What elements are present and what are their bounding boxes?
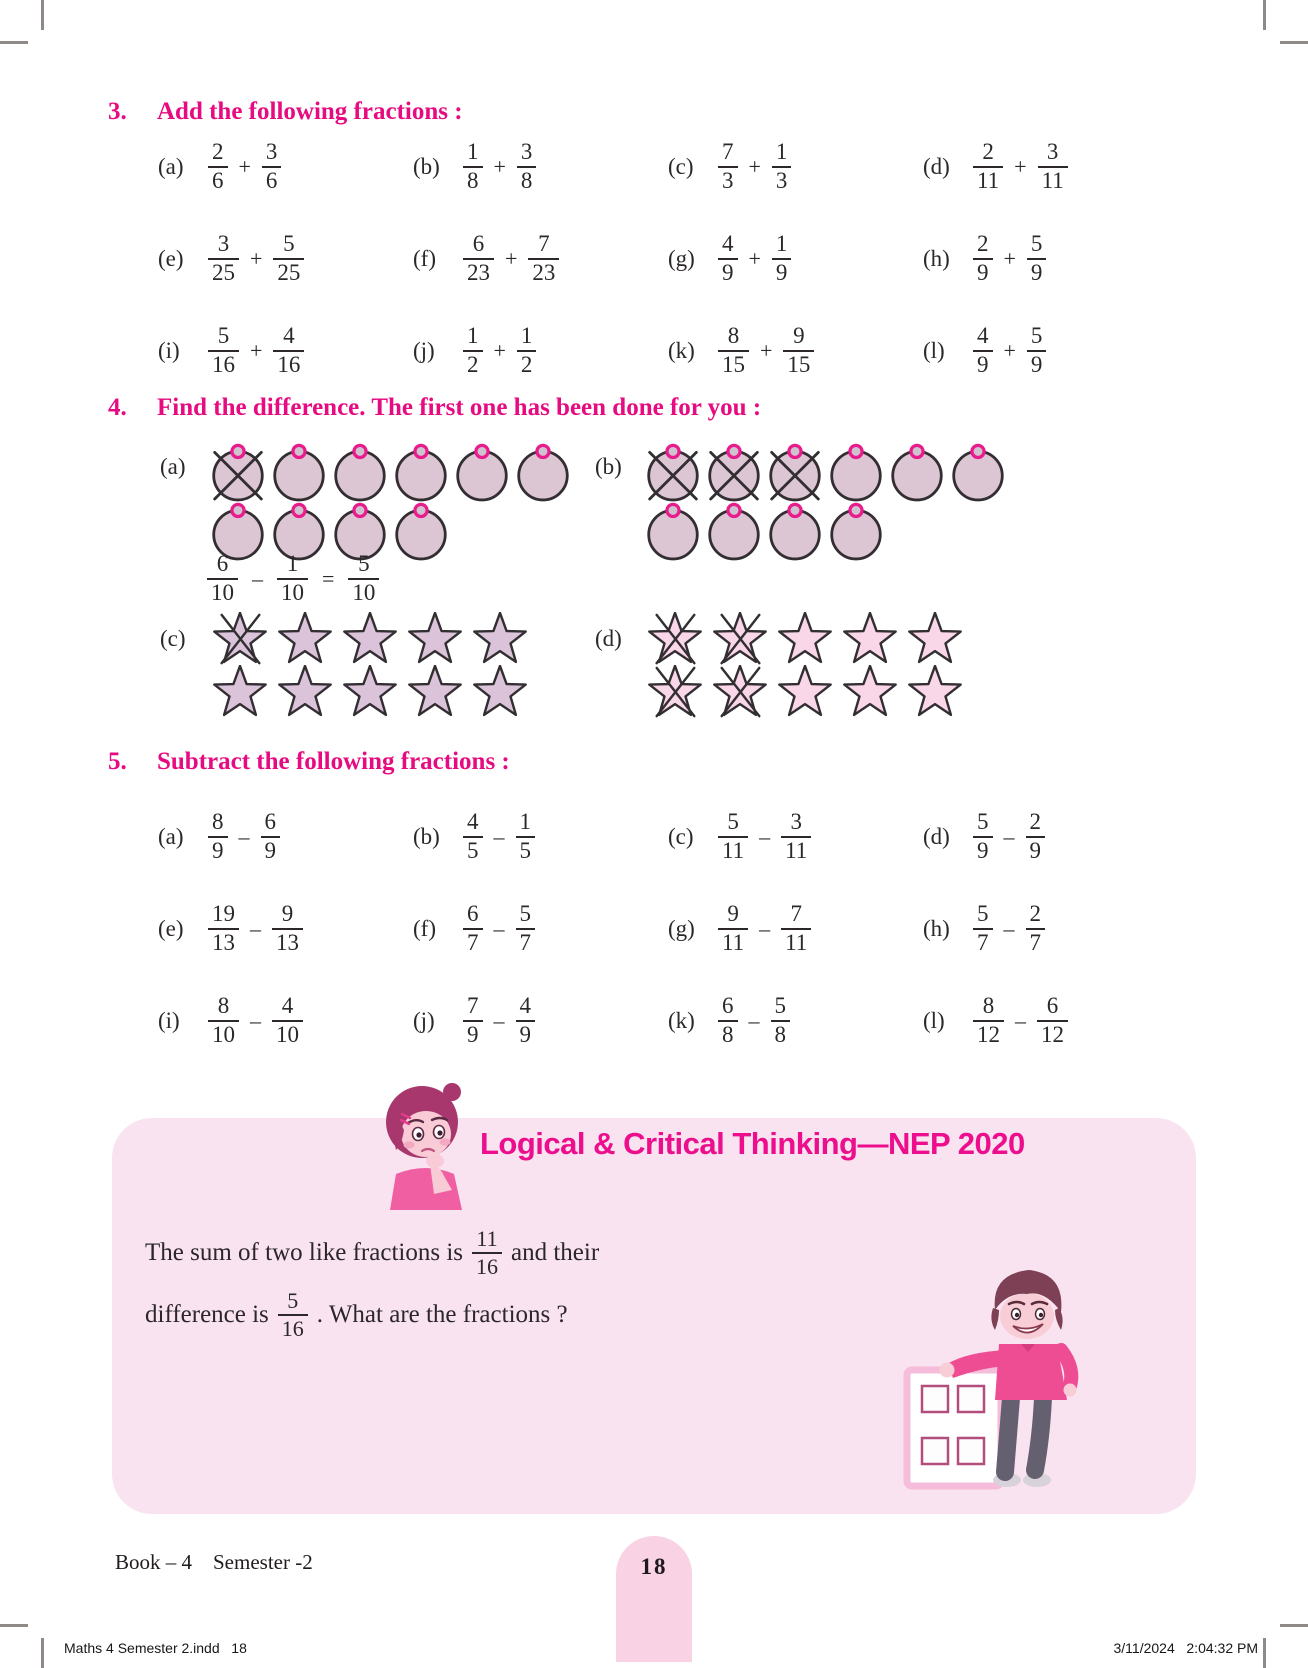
item-label: (a) (158, 824, 184, 849)
item-label: (l) (923, 338, 945, 363)
fraction-exercise-item (158, 320, 413, 382)
item-label: (d) (923, 154, 950, 179)
operator: + (250, 338, 263, 363)
operator: – (250, 1008, 261, 1033)
fraction-second: $\frac{2}{9}$ (1026, 810, 1046, 864)
fraction-second: $\frac{1}{3}$ (772, 140, 792, 194)
fraction-first: $\frac{5}{7}$ (973, 902, 993, 956)
q4-item-c (160, 612, 530, 721)
fraction-second: $\frac{4}{9}$ (516, 994, 536, 1048)
operator: + (238, 154, 251, 179)
operator: – (748, 1008, 760, 1033)
item-label: (h) (923, 916, 950, 941)
circle-shape (767, 499, 823, 561)
fraction-first: $\frac{1}{2}$ (463, 324, 483, 378)
shape-row (210, 665, 530, 721)
fraction-second: $\frac{9}{13}$ (272, 902, 303, 956)
item-label: (g) (668, 916, 695, 941)
fraction-first: $\frac{6}{7}$ (463, 902, 483, 956)
problem-text: difference is (145, 1301, 269, 1328)
footer-book-label: Book – 4 Semester -2 (115, 1550, 313, 1574)
fraction-second: $\frac{9}{15}$ (783, 324, 814, 378)
print-mark-timestamp: 3/11/2024 2:04:32 PM (1113, 1640, 1258, 1656)
star-shape (405, 665, 465, 721)
circle-group (210, 440, 571, 561)
circle-shape (454, 440, 510, 502)
fraction-first: $\frac{7}{9}$ (463, 994, 483, 1048)
girl-thinking-illustration (372, 1078, 476, 1216)
star-shape (275, 665, 335, 721)
item-label: (h) (923, 246, 950, 271)
star-shape (470, 665, 530, 721)
fraction-exercise-item (668, 806, 923, 868)
item-label: (l) (923, 1008, 945, 1033)
circle-group (645, 440, 1006, 561)
fraction-exercise-item (668, 320, 923, 382)
fraction-first: $\frac{5}{9}$ (973, 810, 993, 864)
fraction-exercise-item (158, 990, 413, 1052)
shape-row (210, 612, 530, 668)
star-shape (405, 612, 465, 668)
question-4-heading (108, 394, 761, 422)
fraction-exercise-item (668, 136, 923, 198)
fraction-exercise-item (923, 806, 1178, 868)
fraction-first: $\frac{6}{8}$ (718, 994, 738, 1048)
item-label: (j) (413, 1008, 435, 1033)
fraction-second: $\frac{2}{7}$ (1026, 902, 1046, 956)
crop-mark (1263, 1638, 1266, 1668)
circle-shape (645, 499, 701, 561)
fraction-exercise-item (668, 898, 923, 960)
fraction-exercise-item (413, 898, 668, 960)
fraction-second: $\frac{4}{16}$ (273, 324, 304, 378)
fraction-exercise-item (413, 990, 668, 1052)
problem-text: The sum of two like fractions is (145, 1239, 463, 1266)
fraction-second: $\frac{3}{8}$ (517, 140, 537, 194)
crossed-star-shape (645, 612, 705, 668)
minus-operator: – (252, 565, 263, 591)
crop-mark (1280, 41, 1308, 44)
operator: – (759, 824, 771, 849)
page-number: 18 (640, 1554, 668, 1579)
q4-item-a (160, 440, 571, 561)
item-label: (f) (413, 246, 436, 271)
crossed-star-shape (645, 665, 705, 721)
fraction-second: $\frac{1}{9}$ (772, 232, 792, 286)
crossed-circle-shape (767, 440, 823, 502)
circle-shape (271, 440, 327, 502)
question-title: Subtract the following fractions : (157, 748, 510, 775)
thinking-box-problem (145, 1222, 599, 1346)
star-shape (470, 612, 530, 668)
fraction-second: $\frac{3}{11}$ (1038, 140, 1068, 194)
fraction-exercise-item (923, 990, 1178, 1052)
operator: + (1003, 246, 1016, 271)
fraction-second: $\frac{1}{2}$ (517, 324, 537, 378)
crop-mark (0, 41, 28, 44)
operator: – (493, 824, 505, 849)
crossed-star-shape (710, 665, 770, 721)
fraction-first: $\frac{19}{13}$ (208, 902, 239, 956)
fraction-first: $\frac{8}{10}$ (208, 994, 239, 1048)
item-label: (c) (668, 154, 694, 179)
item-label: (d) (595, 626, 622, 651)
crop-mark (41, 0, 44, 30)
shape-row (645, 440, 1006, 502)
crossed-star-shape (210, 612, 270, 668)
fraction-subtrahend: $\frac{1}{10}$ (277, 552, 308, 606)
star-shape (775, 665, 835, 721)
fraction-exercise-item (668, 990, 923, 1052)
boy-with-whiteboard-illustration (895, 1258, 1095, 1494)
star-shape (840, 612, 900, 668)
fraction-first: $\frac{2}{6}$ (208, 140, 228, 194)
fraction-first: $\frac{5}{16}$ (208, 324, 239, 378)
fraction-second: $\frac{5}{8}$ (771, 994, 791, 1048)
circle-shape (889, 440, 945, 502)
page-number-tab (616, 1536, 692, 1662)
circle-shape (393, 440, 449, 502)
crossed-circle-shape (645, 440, 701, 502)
item-label: (d) (923, 824, 950, 849)
item-label: (f) (413, 916, 436, 941)
shape-row (645, 499, 1006, 561)
item-label: (b) (595, 454, 622, 479)
item-label: (g) (668, 246, 695, 271)
operator: – (1003, 916, 1015, 941)
fraction-minuend: $\frac{6}{10}$ (207, 552, 238, 606)
operator: + (493, 338, 506, 363)
operator: + (760, 338, 773, 363)
circle-shape (332, 440, 388, 502)
operator: + (1003, 338, 1016, 363)
fraction-exercise-item (158, 898, 413, 960)
item-label: (k) (668, 338, 695, 363)
item-label: (c) (668, 824, 694, 849)
question-number: 4. (108, 394, 127, 421)
fraction-exercise-item (158, 228, 413, 290)
fraction-first: $\frac{8}{15}$ (718, 324, 749, 378)
fraction-result: $\frac{5}{10}$ (348, 552, 379, 606)
crossed-star-shape (710, 612, 770, 668)
star-group (645, 612, 965, 721)
fraction-first: $\frac{1}{8}$ (463, 140, 483, 194)
operator: – (1015, 1008, 1026, 1033)
question-title: Add the following fractions : (157, 98, 463, 125)
question-number: 5. (108, 748, 127, 775)
fraction-second: $\frac{7}{23}$ (528, 232, 559, 286)
fraction-exercise-item (668, 228, 923, 290)
item-label: (e) (158, 246, 184, 271)
fraction-first: $\frac{6}{23}$ (463, 232, 494, 286)
fraction-exercise-item (158, 136, 413, 198)
star-shape (275, 612, 335, 668)
fraction-exercise-item (923, 898, 1178, 960)
fraction-second: $\frac{3}{6}$ (262, 140, 282, 194)
fraction-exercise-item (413, 136, 668, 198)
fraction-first: $\frac{2}{11}$ (973, 140, 1003, 194)
crossed-circle-shape (210, 440, 266, 502)
operator: – (759, 916, 771, 941)
fraction-first: $\frac{8}{9}$ (208, 810, 228, 864)
operator: – (250, 916, 261, 941)
fraction-second: $\frac{4}{10}$ (272, 994, 303, 1048)
operator: + (748, 154, 761, 179)
circle-shape (515, 440, 571, 502)
question-title: Find the difference. The first one has been done for you : (157, 394, 762, 421)
shape-row (645, 612, 965, 668)
example-equation (207, 552, 379, 606)
star-group (210, 612, 530, 721)
item-label: (a) (158, 154, 184, 179)
circle-shape (393, 499, 449, 561)
fraction-exercise-item (413, 320, 668, 382)
fraction-exercise-item (923, 320, 1178, 382)
fraction-first: $\frac{4}{9}$ (718, 232, 738, 286)
operator: + (250, 246, 263, 271)
operator: + (748, 246, 761, 271)
item-label: (j) (413, 338, 435, 363)
item-label: (i) (158, 1008, 180, 1033)
item-label: (b) (413, 824, 440, 849)
item-label: (i) (158, 338, 180, 363)
operator: + (1014, 154, 1027, 179)
problem-line-1 (145, 1222, 599, 1284)
fraction-exercise-item (158, 806, 413, 868)
fraction-first: $\frac{2}{9}$ (973, 232, 993, 286)
crop-mark (1263, 0, 1266, 30)
item-label: (e) (158, 916, 184, 941)
operator: – (238, 824, 250, 849)
q4-item-b (595, 440, 1006, 561)
circle-shape (706, 499, 762, 561)
star-shape (840, 665, 900, 721)
fraction-exercise-item (923, 136, 1178, 198)
circle-shape (950, 440, 1006, 502)
q4-item-d (595, 612, 965, 721)
fraction-first: $\frac{7}{3}$ (718, 140, 738, 194)
fraction-difference: $\frac{5}{16}$ (278, 1289, 308, 1341)
fraction-first: $\frac{9}{11}$ (718, 902, 748, 956)
fraction-first: $\frac{4}{9}$ (973, 324, 993, 378)
operator: + (505, 246, 518, 271)
shape-row (645, 665, 965, 721)
q5-exercise-grid (158, 806, 1218, 1052)
operator: + (493, 154, 506, 179)
fraction-second: $\frac{5}{25}$ (273, 232, 304, 286)
equals-sign: = (322, 565, 335, 591)
circle-shape (828, 499, 884, 561)
fraction-second: $\frac{7}{11}$ (781, 902, 811, 956)
problem-text: and their (511, 1239, 600, 1266)
fraction-first: $\frac{5}{11}$ (718, 810, 748, 864)
crop-mark (1280, 1624, 1308, 1627)
question-5-heading (108, 748, 510, 776)
star-shape (775, 612, 835, 668)
fraction-second: $\frac{6}{9}$ (261, 810, 281, 864)
crop-mark (41, 1638, 44, 1668)
fraction-exercise-item (413, 228, 668, 290)
operator: – (1003, 824, 1015, 849)
shape-row (210, 440, 571, 502)
fraction-first: $\frac{8}{12}$ (973, 994, 1004, 1048)
problem-line-2 (145, 1284, 599, 1346)
fraction-exercise-item (923, 228, 1178, 290)
fraction-second: $\frac{1}{5}$ (516, 810, 536, 864)
star-shape (905, 612, 965, 668)
fraction-second: $\frac{5}{7}$ (516, 902, 536, 956)
fraction-exercise-item (413, 806, 668, 868)
problem-text: . What are the fractions ? (316, 1301, 568, 1328)
item-label: (k) (668, 1008, 695, 1033)
fraction-first: $\frac{4}{5}$ (463, 810, 483, 864)
item-label: (c) (160, 626, 186, 651)
question-3-heading (108, 98, 463, 126)
question-number: 3. (108, 98, 127, 125)
item-label: (a) (160, 454, 186, 479)
fraction-second: $\frac{6}{12}$ (1037, 994, 1068, 1048)
crossed-circle-shape (706, 440, 762, 502)
circle-shape (828, 440, 884, 502)
print-mark-filename: Maths 4 Semester 2.indd 18 (64, 1640, 247, 1656)
item-label: (b) (413, 154, 440, 179)
fraction-first: $\frac{3}{25}$ (208, 232, 239, 286)
fraction-second: $\frac{3}{11}$ (781, 810, 811, 864)
star-shape (905, 665, 965, 721)
fraction-sum: $\frac{11}{16}$ (472, 1227, 502, 1279)
operator: – (493, 1008, 505, 1033)
fraction-second: $\frac{5}{9}$ (1027, 232, 1047, 286)
fraction-second: $\frac{5}{9}$ (1027, 324, 1047, 378)
q3-exercise-grid (158, 136, 1218, 382)
star-shape (340, 665, 400, 721)
operator: – (493, 916, 505, 941)
star-shape (210, 665, 270, 721)
star-shape (340, 612, 400, 668)
thinking-box-title: Logical & Critical Thinking—NEP 2020 (480, 1126, 1025, 1161)
crop-mark (0, 1624, 28, 1627)
